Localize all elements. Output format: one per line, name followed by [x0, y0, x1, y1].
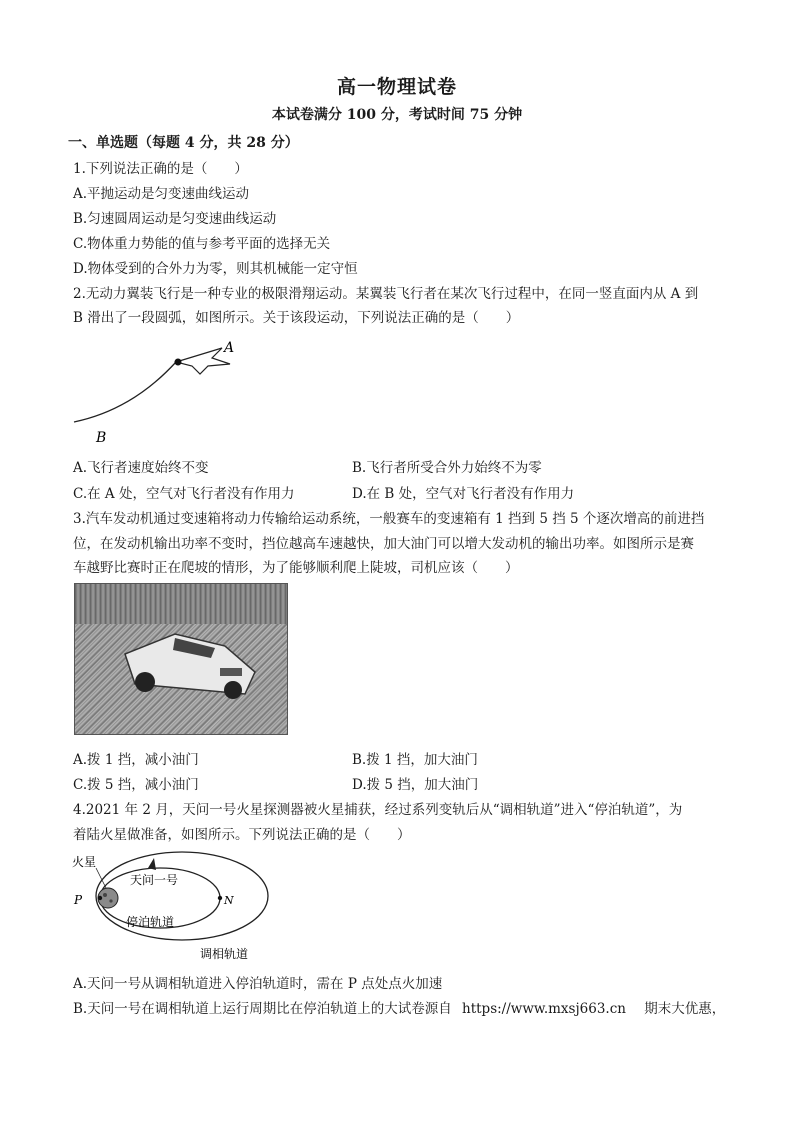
- q1-option-a: A.平抛运动是匀变速曲线运动: [73, 186, 250, 202]
- q4-orbit-figure: [70, 848, 270, 964]
- q2-arc-figure: [72, 336, 252, 448]
- fig-label-b: B: [96, 430, 107, 446]
- q4-option-b: [73, 997, 725, 1017]
- q1-stem: 1.下列说法正确的是（ ）: [73, 161, 248, 177]
- source-url-link[interactable]: https://www.mxsj663.cn: [462, 1001, 626, 1017]
- q3-option-b: B.拨 1 挡，加大油门: [352, 752, 478, 768]
- q2-option-c: C.在 A 处，空气对飞行者没有作用力: [73, 486, 295, 502]
- page-title: 高一物理试卷: [336, 76, 457, 98]
- phasing-orbit: [96, 852, 268, 940]
- rally-car-photo: [74, 583, 288, 735]
- fig-label-mars: 火星: [72, 855, 97, 869]
- fig-label-probe: 天问一号: [130, 873, 179, 887]
- exam-info: 本试卷满分 100 分，考试时间 75 分钟: [271, 107, 523, 123]
- fig-label-n: N: [224, 894, 234, 907]
- q3-option-c: C.拨 5 挡，减小油门: [73, 777, 199, 793]
- probe-icon: [148, 858, 156, 870]
- point-n-dot: [218, 896, 222, 900]
- photo-background: [75, 584, 287, 624]
- q4-stem-line1: 4.2021 年 2 月，天问一号火星探测器被火星捕获，经过系列变轨后从“调相轨道”进入“停泊轨道”，为: [73, 802, 683, 818]
- q2-stem-line1: 2.无动力翼装飞行是一种专业的极限滑翔运动。某翼装飞行者在某次飞行过程中，在同一竖直面内从 A 到: [73, 286, 699, 302]
- q1-option-d: D.物体受到的合外力为零，则其机械能一定守恒: [73, 261, 358, 277]
- q4-option-a: A.天问一号从调相轨道进入停泊轨道时，需在 P 点处点火加速: [73, 976, 443, 992]
- q3-stem-line2: 位，在发动机输出功率不变时，挡位越高车速越快，加大油门可以增大发动机的输出功率。如图所示是赛: [73, 536, 694, 552]
- q4-stem-line2: 着陆火星做准备，如图所示。下列说法正确的是（ ）: [73, 827, 411, 843]
- q3-option-a: A.拨 1 挡，减小油门: [73, 752, 199, 768]
- fig-label-a: A: [224, 340, 235, 356]
- q3-stem-line1: 3.汽车发动机通过变速箱将动力传输给运动系统，一般赛车的变速箱有 1 挡到 5 挡 5 个逐次增高的前进挡: [73, 511, 705, 527]
- section-heading: 一、单选题（每题 4 分，共 28 分）: [68, 135, 299, 151]
- wingsuit-flyer-icon: [175, 348, 231, 374]
- fig-label-p: P: [74, 893, 83, 907]
- arc-path: [74, 362, 176, 422]
- point-p-dot: [98, 896, 102, 900]
- fig-label-parking-orbit: 停泊轨道: [126, 915, 175, 929]
- q2-option-b: B.飞行者所受合外力始终不为零: [352, 460, 542, 476]
- q3-option-d: D.拨 5 挡，加大油门: [352, 777, 479, 793]
- q4-option-b-text: B.天问一号在调相轨道上运行周期比在停泊轨道上的大试卷源自: [73, 1001, 452, 1017]
- q3-stem-line3: 车越野比赛时正在爬坡的情形，为了能够顺利爬上陡坡，司机应该（ ）: [73, 560, 519, 576]
- promo-text: 期末大优惠，: [644, 1001, 726, 1017]
- q2-option-d: D.在 B 处，空气对飞行者没有作用力: [352, 486, 575, 502]
- fig-label-phasing-orbit: 调相轨道: [200, 947, 249, 961]
- q2-option-a: A.飞行者速度始终不变: [73, 460, 209, 476]
- q1-option-b: B.匀速圆周运动是匀变速曲线运动: [73, 211, 277, 227]
- q1-option-c: C.物体重力势能的值与参考平面的选择无关: [73, 236, 331, 252]
- q2-stem-line2: B 滑出了一段圆弧，如图所示。关于该段运动，下列说法正确的是（ ）: [73, 310, 520, 326]
- rally-car-icon: [115, 624, 265, 704]
- mars-pointer-line: [96, 868, 106, 888]
